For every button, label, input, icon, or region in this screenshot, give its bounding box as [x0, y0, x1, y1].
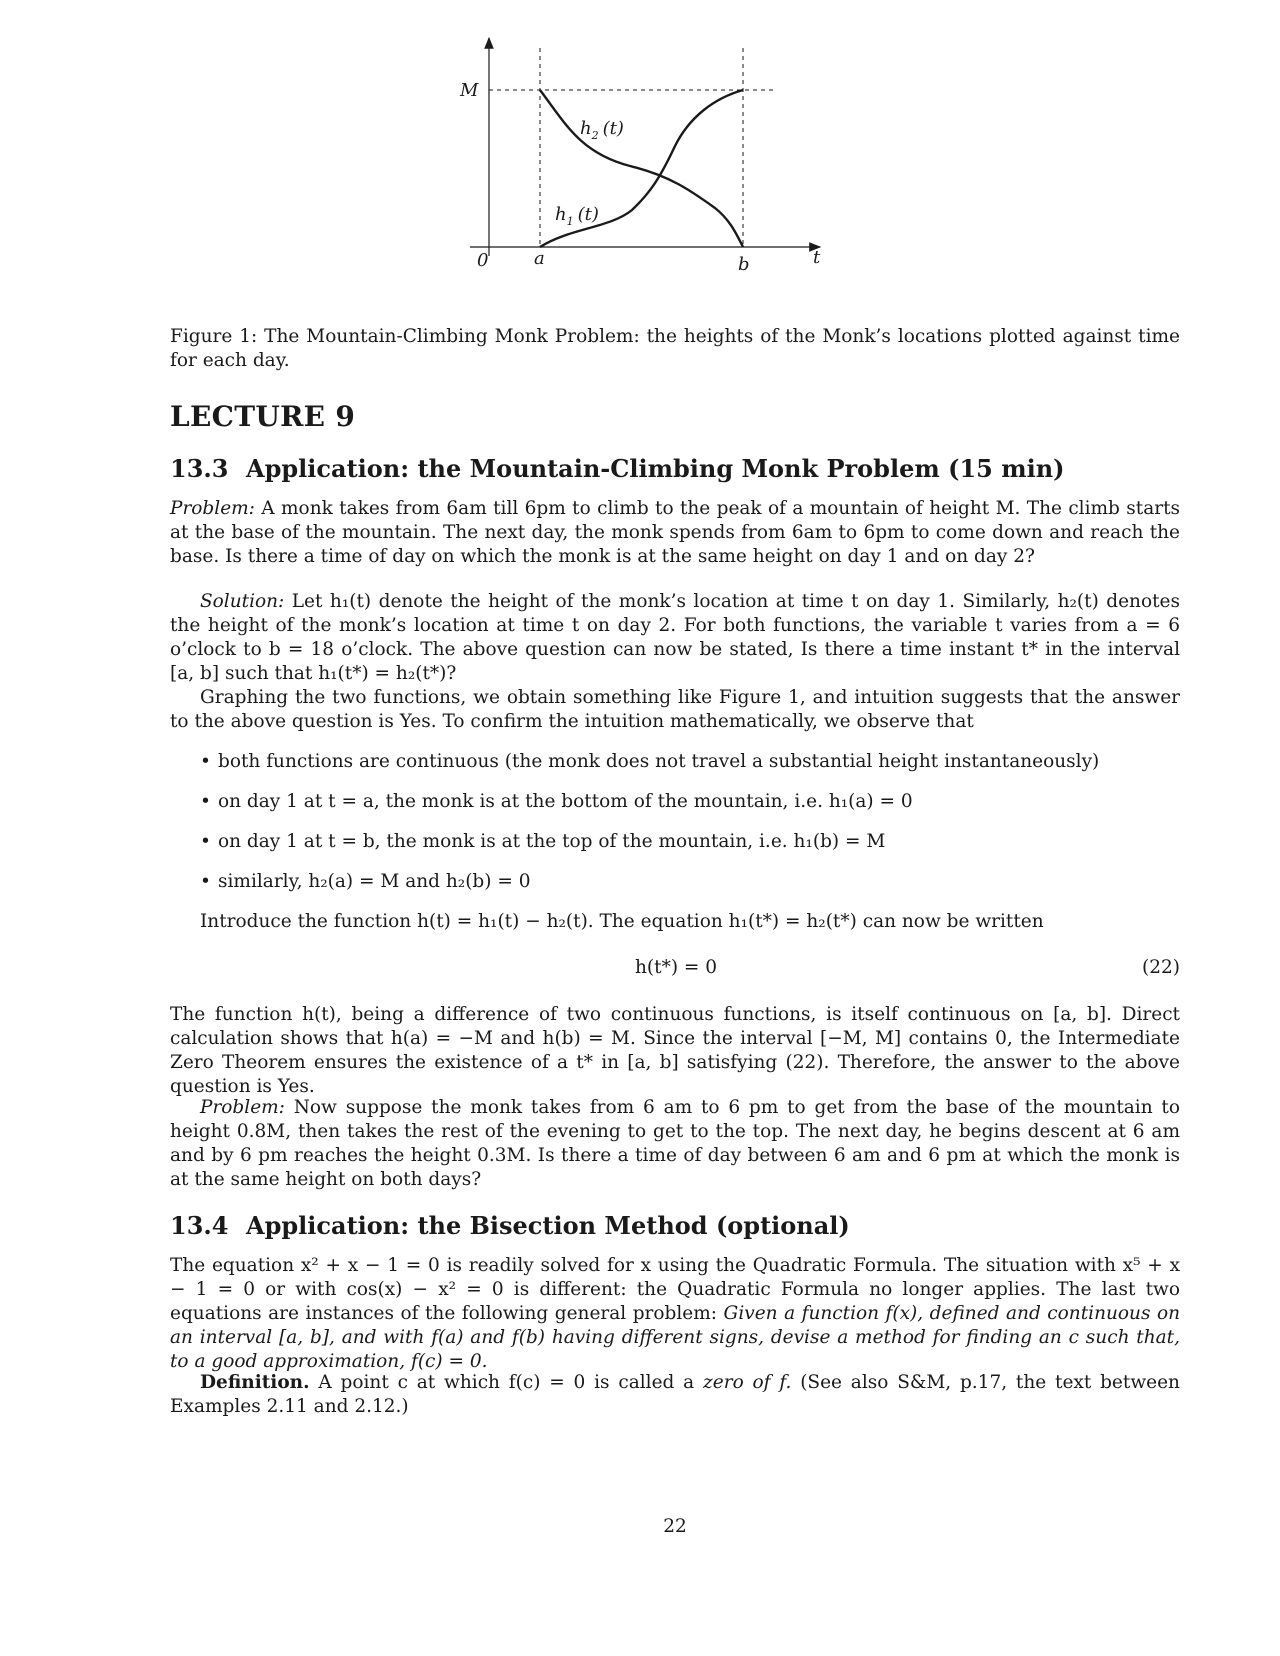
page-number: 22 — [663, 1516, 687, 1537]
section-13-4-heading — [170, 1211, 850, 1240]
problem-label: Problem: — [170, 498, 255, 519]
problem-1 — [170, 497, 1180, 569]
problem-text: A monk takes from 6am till 6pm to climb to the peak of a mountain of height M. The climb starts at the base of the mountain. The next day, the monk spends from 6am to 6pm to come down and reach the base. Is there a time of day on which the monk is at the same height on day 1 and on day 2? — [170, 498, 1180, 567]
list-item: • similarly, h₂(a) = M and h₂(b) = 0 — [170, 870, 1180, 894]
function-paragraph: The function h(t), being a difference of two continuous functions, is itself continuous on [a, b]. Direct calculation shows that h(a) = −M and h(b) = M. Since the interval [−M, M] contains 0, the Intermediate Zero Theorem ensures the existence of a t* in [a, b] satisfying (22). Therefore, the answer to the above question is Yes. — [170, 1004, 1180, 1097]
solution-paragraph — [170, 590, 1180, 686]
list-item: • on day 1 at t = a, the monk is at the bottom of the mountain, i.e. h₁(a) = 0 — [170, 790, 1180, 814]
problem-text: Now suppose the monk takes from 6 am to 6 pm to get from the base of the mountain to height 0.8M, then takes the rest of the evening to get to the top. The next day, he begins descent at 6 am and by 6 pm reaches the height 0.3M. Is there a time of day between 6 am and 6 pm at which the monk is at the same height on both days? — [170, 1097, 1180, 1190]
observation-list — [170, 750, 1180, 910]
section-title: Application: the Mountain-Climbing Monk Problem (15 min) — [246, 454, 1065, 483]
graphing-paragraph: Graphing the two functions, we obtain something like Figure 1, and intuition suggests that the answer to the above question is Yes. To confirm the intuition mathematically, we observe that — [170, 687, 1180, 732]
section-number: 13.3 — [170, 454, 229, 483]
section-number: 13.4 — [170, 1211, 229, 1240]
label-h1: $h_1$ (t) — [555, 204, 599, 228]
equation-body: h(t*) = 0 — [635, 957, 718, 978]
solution-label: Solution: — [200, 591, 285, 612]
definition-text-before: A point c at which f(c) = 0 is called a — [318, 1372, 695, 1393]
problem-2 — [170, 1096, 1180, 1192]
monk-graph — [170, 28, 1180, 298]
label-h2: $h_2$ (t) — [580, 118, 624, 142]
solution-text: Let h₁(t) denote the height of the monk’s location at time t on day 1. Similarly, h₂(t) denotes the height of the monk’s location at time t on day 2. For both functions, the variable t varies from a = 6 o’clock to b = 18 o’clock. The above question can now be stated, Is there a time instant t* in the interval [a, b] such that h₁(t*) = h₂(t*)? — [170, 591, 1180, 684]
list-item: • both functions are continuous (the monk does not travel a substantial height instantaneously) — [170, 750, 1180, 774]
problem-label: Problem: — [200, 1097, 285, 1118]
label-M: M — [460, 80, 479, 101]
figure-caption: Figure 1: The Mountain-Climbing Monk Problem: the heights of the Monk’s locations plotted against time for each day. — [170, 326, 1180, 371]
bisection-italic: Given a function f(x), defined and continuous on an interval [a, b], and with f(a) and f(b) having different signs, devise a method for finding an c such that, to a good approximation, f(c) = 0. — [170, 1303, 1181, 1372]
lecture-heading: LECTURE 9 — [170, 400, 356, 433]
section-13-3-heading — [170, 454, 1065, 483]
definition-paragraph — [170, 1371, 1180, 1419]
label-zero: 0 — [477, 250, 489, 271]
section-title: Application: the Bisection Method (optional) — [246, 1211, 850, 1240]
list-item: • on day 1 at t = b, the monk is at the top of the mountain, i.e. h₁(b) = M — [170, 830, 1180, 854]
definition-text-after: (See also S&M, p.17, the text between Examples 2.11 and 2.12.) — [170, 1372, 1180, 1417]
equation-tag: (22) — [1142, 957, 1180, 978]
label-a: a — [534, 248, 545, 269]
definition-label: Definition. — [200, 1372, 310, 1393]
label-b: b — [738, 254, 750, 275]
definition-term: zero of f. — [703, 1372, 792, 1393]
figure — [170, 28, 1180, 298]
introduce-paragraph: Introduce the function h(t) = h₁(t) − h₂(t). The equation h₁(t*) = h₂(t*) can now be written — [200, 911, 1044, 932]
bisection-text: The equation x² + x − 1 = 0 is readily solved for x using the Quadratic Formula. The situation with x⁵ + x − 1 = 0 or with cos(x) − x² = 0 is different: the Quadratic Formula no longer applies. The last two equations are instances of the following general problem: — [170, 1255, 1180, 1324]
bisection-paragraph — [170, 1254, 1180, 1374]
label-t: t — [813, 247, 821, 268]
